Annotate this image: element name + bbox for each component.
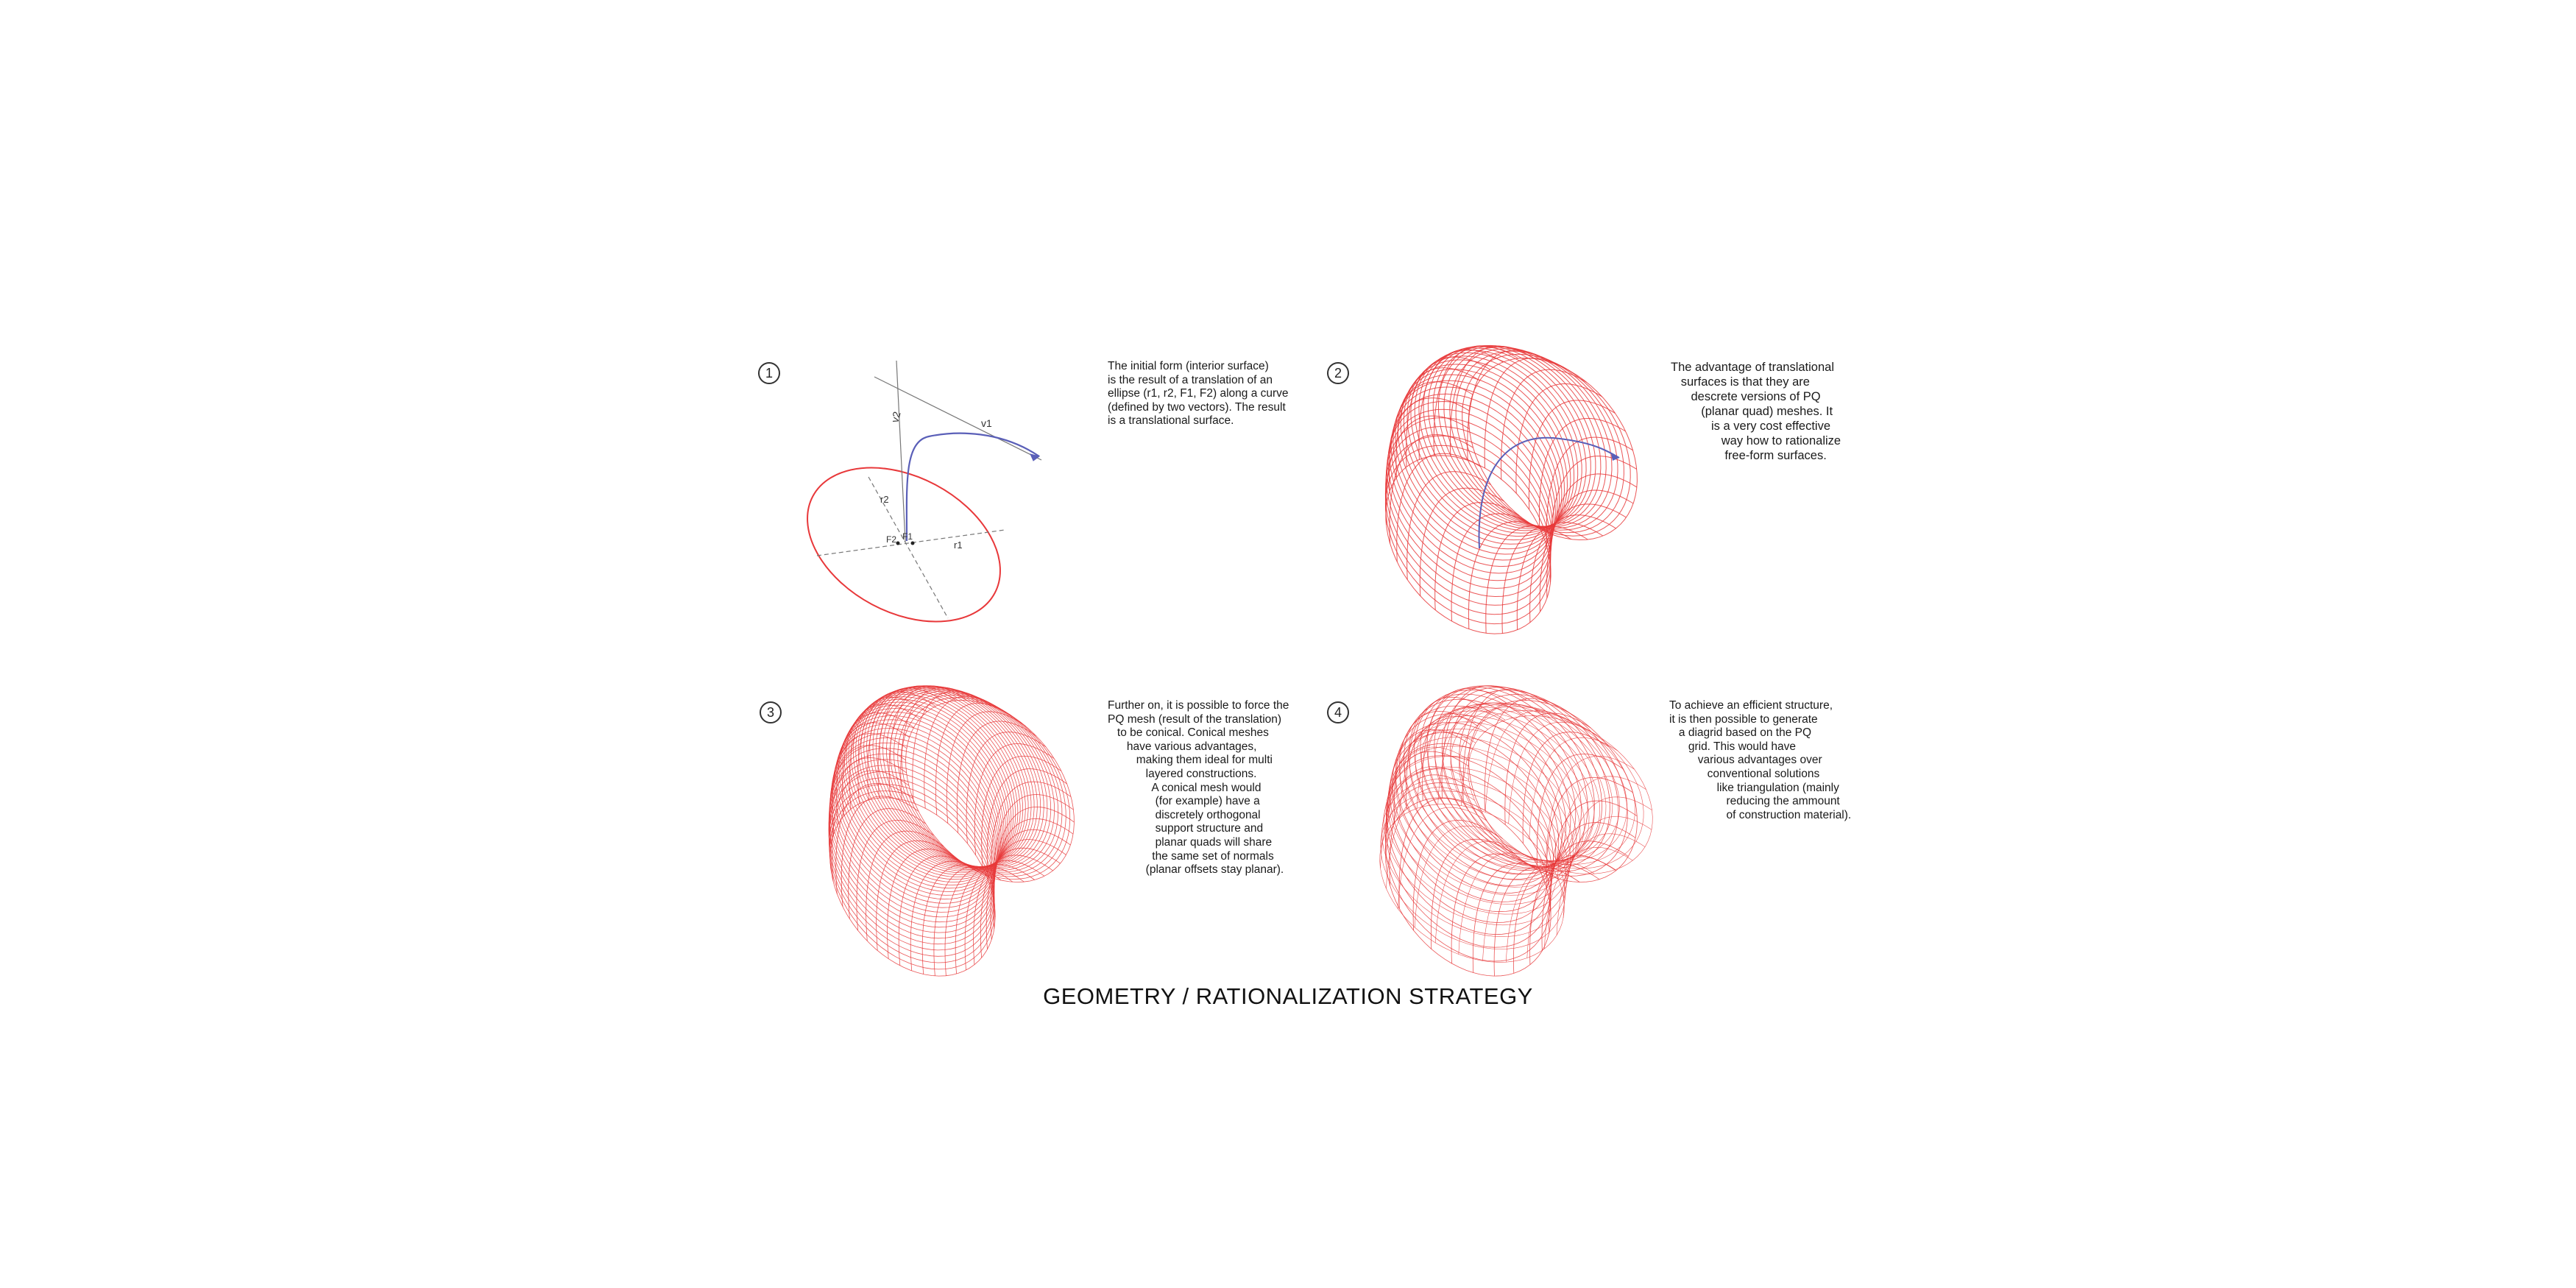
mesh-longitudinal-line [1485, 711, 1574, 813]
step-4-description: To achieve an efficient structure, it is then possible to generate a diagrid based on the PQ grid. This would have various advantages over conventional solutions like triangulation (mainly reducing the ammount of construction material). [1669, 699, 1852, 821]
step-number-2: 2 [1327, 362, 1349, 384]
mesh-profile-line [843, 702, 1009, 882]
label-v1: v1 [981, 417, 992, 429]
label-r1: r1 [954, 539, 963, 551]
mesh-surface-4 [1385, 686, 1637, 977]
mesh-profile-line [1388, 743, 1554, 922]
mesh-longitudinal-line [1390, 775, 1473, 886]
mesh-longitudinal-line [994, 807, 1075, 917]
mesh-longitudinal-line [1396, 368, 1480, 478]
mesh-longitudinal-line [965, 860, 1044, 970]
label-f2: F2 [886, 534, 897, 545]
label-v2: v2 [888, 410, 903, 424]
mesh-profile-line [1386, 756, 1571, 914]
step-1-description: The initial form (interior surface) is the result of a translation of an ellipse (r1, r2, F1, F2) along a curve (defined by two vectors). The result is a translational surface. [1108, 360, 1289, 428]
page-title: GEOMETRY / RATIONALIZATION STRATEGY [1043, 983, 1533, 1009]
step-number-4: 4 [1327, 701, 1349, 723]
mesh-profile-line [1387, 409, 1553, 588]
step-number-1: 1 [758, 362, 780, 384]
step-number-3: 3 [760, 701, 782, 723]
mesh-profile-line [1391, 387, 1557, 567]
mesh-longitudinal-line [1542, 841, 1628, 951]
mesh-profile-line [1415, 350, 1582, 531]
mesh-longitudinal-line [1501, 369, 1587, 479]
mesh-surface-2 [1385, 345, 1637, 634]
label-f1: F1 [902, 531, 913, 542]
mesh-profile-line [1386, 427, 1551, 606]
mesh-surface-3 [829, 686, 1074, 977]
mesh-longitudinal-line [1513, 864, 1599, 974]
mesh-longitudinal-line [1540, 504, 1626, 612]
mesh-longitudinal-line [1529, 737, 1618, 839]
step-2-description: The advantage of translational surfaces is that they are descrete versions of PQ (planar quad) meshes. It is a very cost effective way how to rationalize free-form surfaces. [1671, 361, 1841, 462]
mesh-profile-line [829, 765, 994, 944]
step-3-description: Further on, it is possible to force the PQ mesh (result of the translation) to be conical. Conical meshes have various advantages, making them ideal for multi layered constructions. A conical mesh would (for example) have a discretely orthogonal support structure and planar quads will share the same set of normals (planar offsets stay planar). [1108, 699, 1289, 877]
label-r2: r2 [880, 494, 889, 505]
mesh-longitudinal-line [934, 866, 1013, 976]
